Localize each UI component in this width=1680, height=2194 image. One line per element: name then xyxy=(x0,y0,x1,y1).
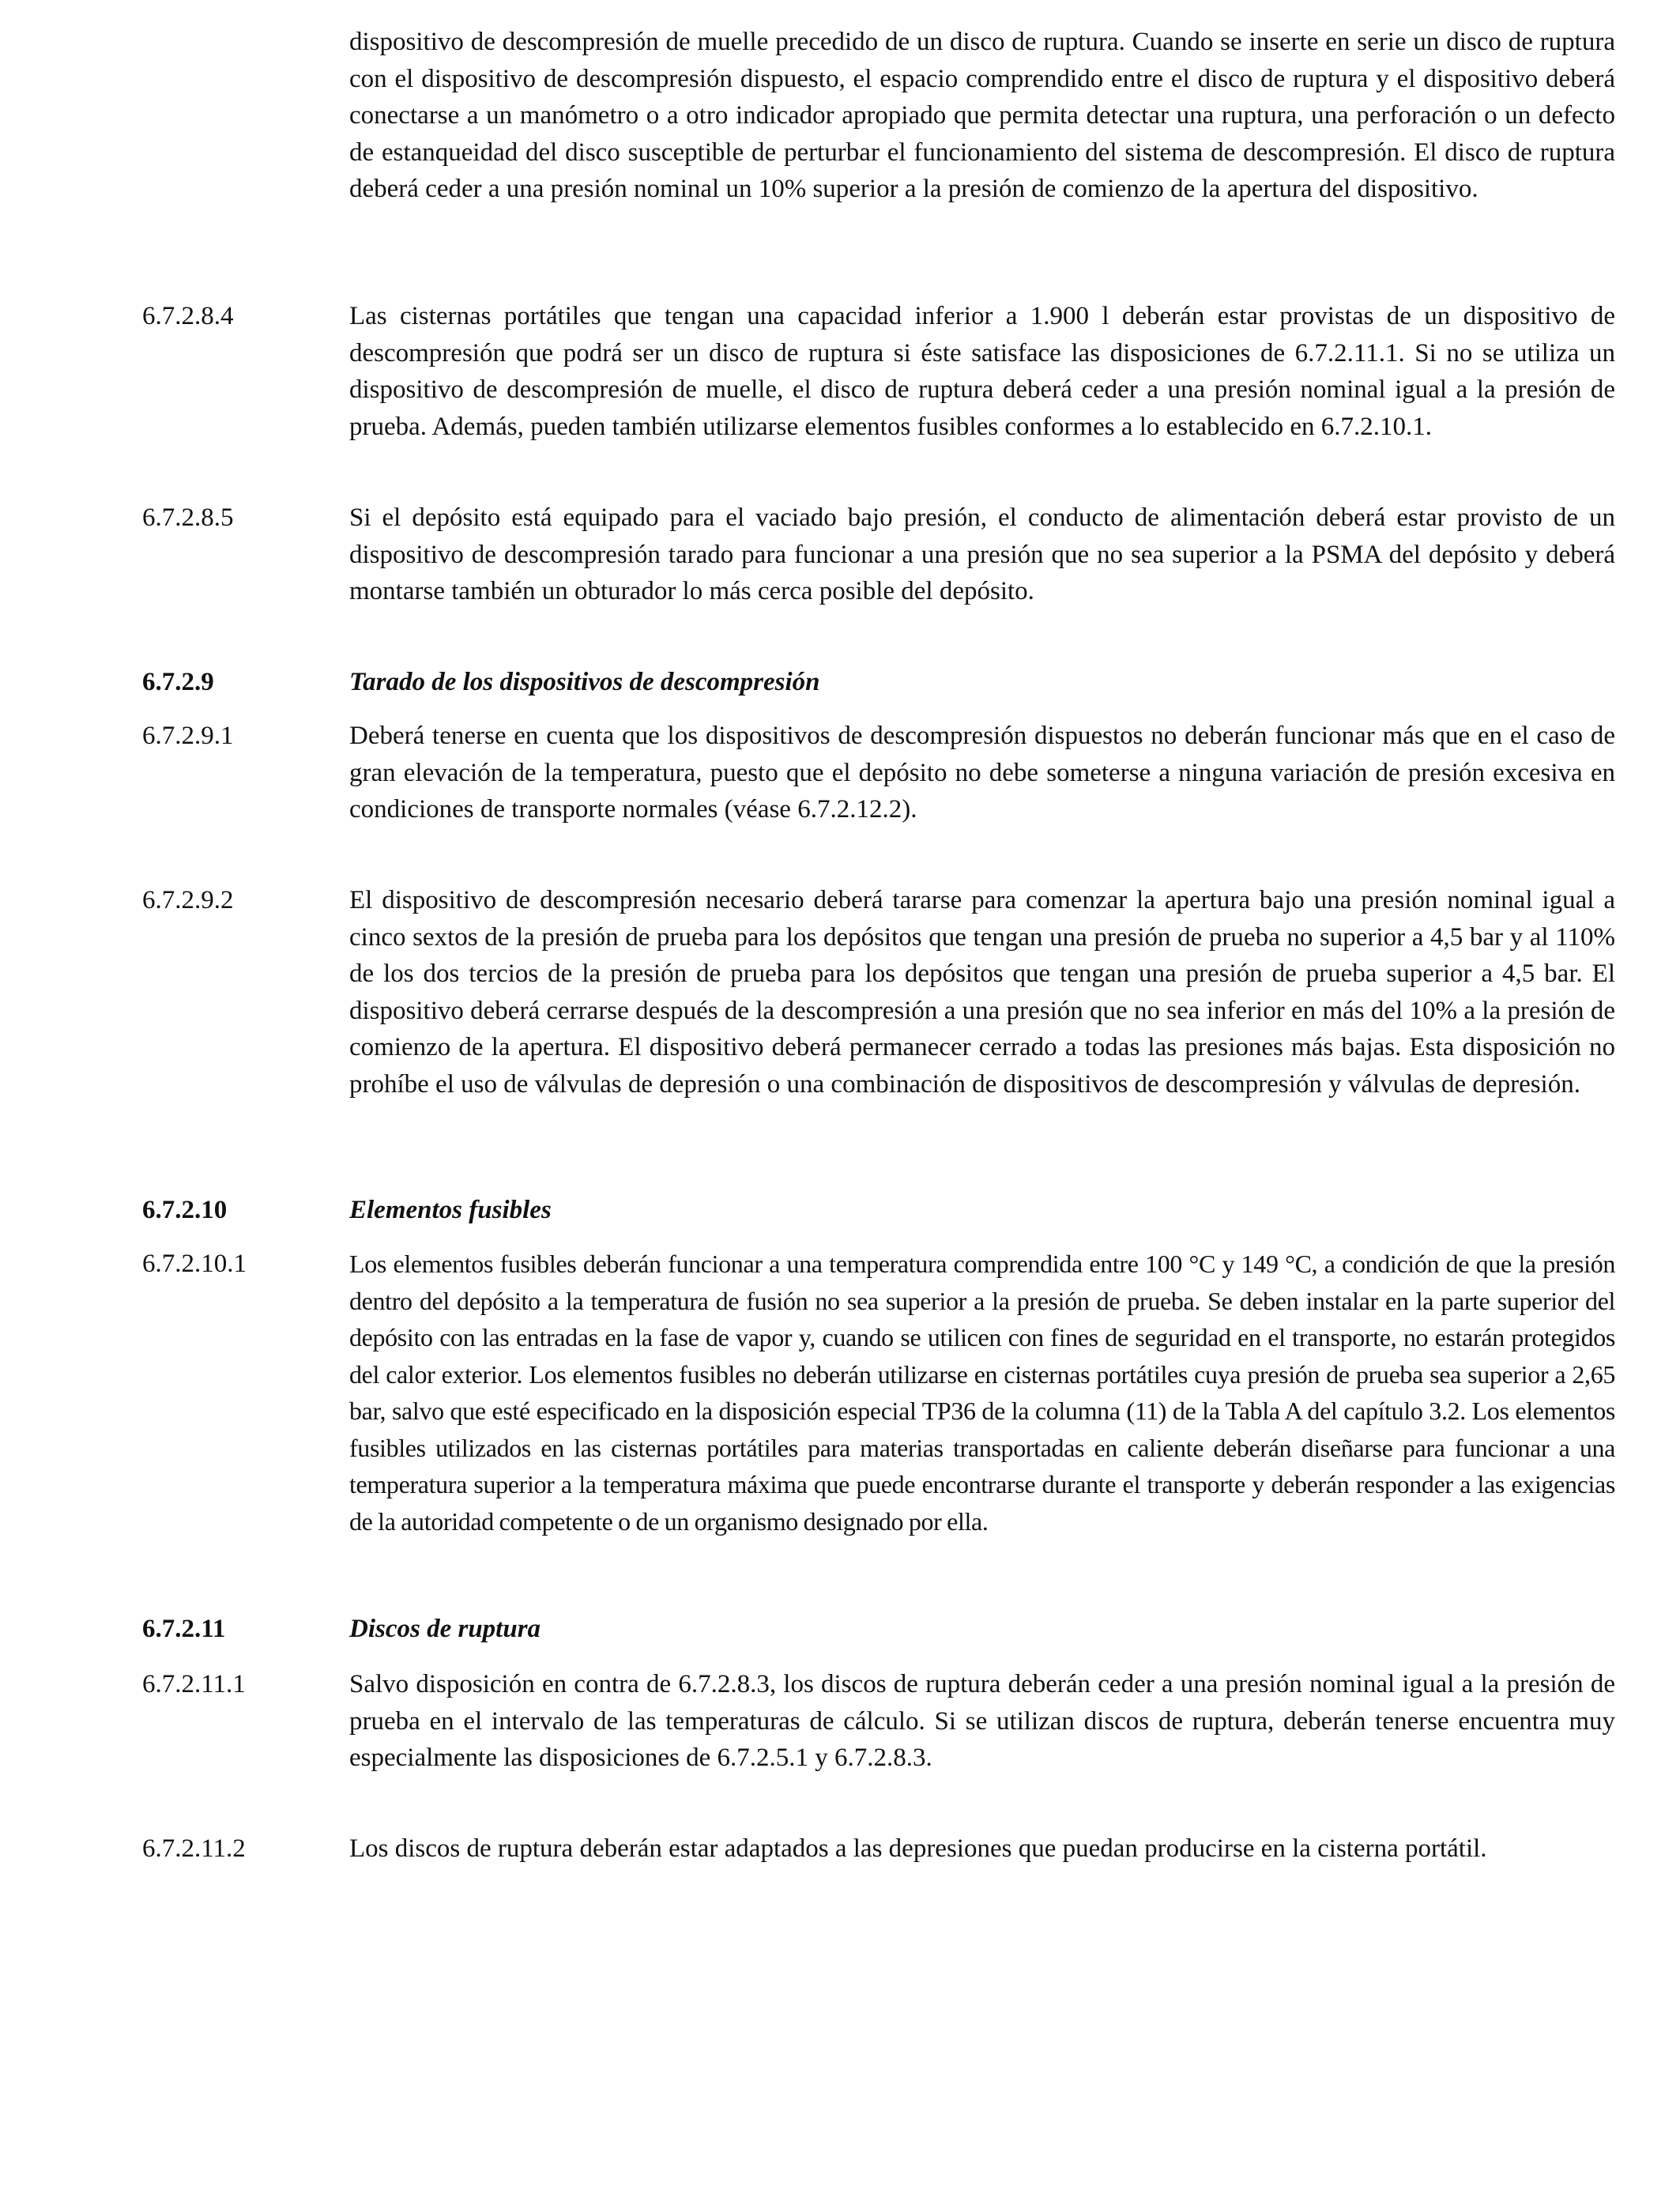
paragraph-text: Los discos de ruptura deberán estar adaptados a las depresiones que puedan producirse en la cisterna portátil. xyxy=(349,1834,1487,1863)
paragraph-text: El dispositivo de descompresión necesario deberá tararse para comenzar la apertura bajo una presión nominal igual a cinco sextos de la presión de prueba para los depósitos que tengan una presión de prueba no superior a 4,5 bar y al 110% de los dos tercios de la presión de prueba para los depósitos que tengan una presión de prueba superior a 4,5 bar. El dispositivo deberá cerrarse después de la descompresión a una presión que no sea inferior en más del 10% a la presión de comienzo de la apertura. El dispositivo deberá permanecer cerrado a todas las presiones más bajas. Esta disposición no prohíbe el uso de válvulas de depresión o una combinación de dispositivos de descompresión y válvulas de depresión. xyxy=(349,886,1615,1099)
section-title: Discos de ruptura xyxy=(349,1615,541,1643)
section-title: Tarado de los dispositivos de descompresión xyxy=(349,668,820,696)
paragraph-text: Salvo disposición en contra de 6.7.2.8.3, los discos de ruptura deberán ceder a una presión nominal igual a la presión de prueba en el intervalo de las temperaturas de cálculo. Si se utilizan discos de ruptura, deberán tenerse encuentra muy especialmente las disposiciones de 6.7.2.5.1 y 6.7.2.8.3. xyxy=(349,1670,1615,1772)
section-number: 6.7.2.11 xyxy=(142,1615,226,1643)
paragraph-number: 6.7.2.8.4 xyxy=(142,302,234,330)
paragraph-number: 6.7.2.8.5 xyxy=(142,503,234,532)
section-heading-6-7-2-10 xyxy=(142,1192,552,1229)
paragraph-6-7-2-11-2 xyxy=(142,1830,1615,1868)
paragraph-6-7-2-11-1 xyxy=(142,1666,1615,1777)
paragraph-number: 6.7.2.10.1 xyxy=(142,1250,247,1278)
paragraph-number: 6.7.2.11.1 xyxy=(142,1670,246,1698)
paragraph-number: 6.7.2.9.2 xyxy=(142,886,234,914)
paragraph-6-7-2-8-4 xyxy=(142,298,1615,445)
section-number: 6.7.2.9 xyxy=(142,668,214,696)
paragraph-text: Deberá tenerse en cuenta que los dispositivos de descompresión dispuestos no deberán funcionar más que en el caso de gran elevación de la temperatura, puesto que el depósito no debe someterse a ninguna variación de presión excesiva en condiciones de transporte normales (véase 6.7.2.12.2). xyxy=(349,722,1615,824)
paragraph-6-7-2-8-5 xyxy=(142,499,1615,610)
paragraph-text: dispositivo de descompresión de muelle precedido de un disco de ruptura. Cuando se inserte en serie un disco de ruptura con el dispositivo de descompresión dispuesto, el espacio comprendido entre el disco de ruptura y el dispositivo deberá conectarse a un manómetro o a otro indicador apropiado que permita detectar una ruptura, una perforación o un defecto de estanqueidad del disco susceptible de perturbar el funcionamiento del sistema de descompresión. El disco de ruptura deberá ceder a una presión nominal un 10% superior a la presión de comienzo de la apertura del dispositivo. xyxy=(349,28,1615,203)
paragraph-text: Si el depósito está equipado para el vaciado bajo presión, el conducto de alimentación deberá estar provisto de un dispositivo de descompresión tarado para funcionar a una presión que no sea superior a la PSMA del depósito y deberá montarse también un obturador lo más cerca posible del depósito. xyxy=(349,503,1615,605)
paragraph-6-7-2-10-1 xyxy=(142,1246,1615,1540)
section-heading-6-7-2-11 xyxy=(142,1611,541,1648)
paragraph-number: 6.7.2.11.2 xyxy=(142,1834,246,1863)
continuation-paragraph xyxy=(142,24,1615,208)
section-number: 6.7.2.10 xyxy=(142,1196,228,1224)
paragraph-6-7-2-9-2 xyxy=(142,882,1615,1103)
paragraph-number: 6.7.2.9.1 xyxy=(142,722,234,750)
paragraph-6-7-2-9-1 xyxy=(142,718,1615,828)
paragraph-text: Los elementos fusibles deberán funcionar a una temperatura comprendida entre 100 °C y 149 °C, a condición de que la presión dentro del depósito a la temperatura de fusión no sea superior a la presión de prueba. Se deben instalar en la parte superior del depósito con las entradas en la fase de vapor y, cuando se utilicen con fines de seguridad en el transporte, no estarán protegidos del calor exterior. Los elementos fusibles no deberán utilizarse en cisternas portátiles cuya presión de prueba sea superior a 2,65 bar, salvo que esté especificado en la disposición especial TP36 de la columna (11) de la Tabla A del capítulo 3.2. Los elementos fusibles utilizados en las cisternas portátiles para materias transportadas en caliente deberán diseñarse para funcionar a una temperatura superior a la temperatura máxima que puede encontrarse durante el transporte y deberán responder a las exigencias de la autoridad competente o de un organismo designado por ella. xyxy=(349,1250,1615,1536)
paragraph-text: Las cisternas portátiles que tengan una capacidad inferior a 1.900 l deberán estar provistas de un dispositivo de descompresión que podrá ser un disco de ruptura si éste satisface las disposiciones de 6.7.2.11.1. Si no se utiliza un dispositivo de descompresión de muelle, el disco de ruptura deberá ceder a una presión nominal igual a la presión de prueba. Además, pueden también utilizarse elementos fusibles conformes a lo establecido en 6.7.2.10.1. xyxy=(349,302,1615,441)
section-heading-6-7-2-9 xyxy=(142,664,820,701)
section-title: Elementos fusibles xyxy=(349,1196,552,1224)
